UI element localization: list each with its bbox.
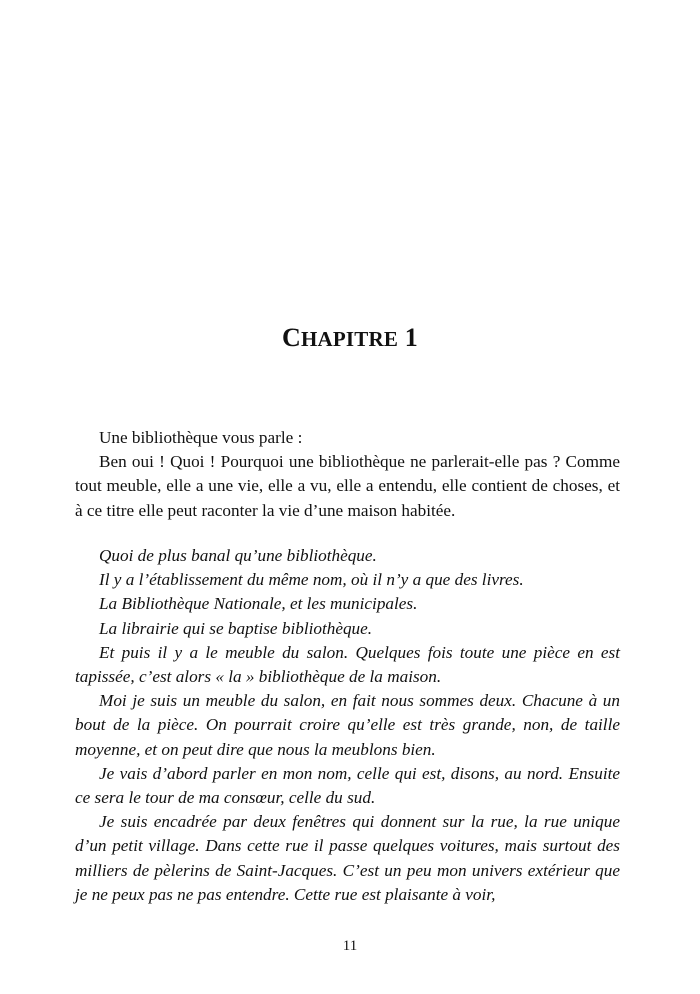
page-number: 11 xyxy=(342,938,358,954)
chapter-number: 1 xyxy=(404,323,418,353)
paragraph: Je suis encadrée par deux fenêtres qui donnent sur la rue, la rue unique d’un petit village. Dans cette rue il passe quelques voitures, mais surtout des milliers de pèlerins de Saint-Jacques. C’est un peu mon univers extérieur que je ne peux pas ne pas entendre. Cette rue est plaisante à voir, xyxy=(75,812,620,904)
paragraph: La librairie qui se baptise bibliothèque. xyxy=(99,618,373,638)
paragraph: Et puis il y a le meuble du salon. Quelques fois toute une pièce en est tapissée, c’est alors « la » bibliothèque de la maison. xyxy=(75,642,620,687)
paragraph: Quoi de plus banal qu’une bibliothèque. xyxy=(99,546,377,565)
paragraph: Ben oui ! Quoi ! Pourquoi une bibliothèque ne parlerait-elle pas ? Comme tout meuble, elle a une vie, elle a vu, elle a entendu, elle contient de choses, et à ce titre elle peut raconter la vie d’une maison habitée. xyxy=(75,452,620,520)
paragraph: Moi je suis un meuble du salon, en fait nous sommes deux. Chacune à un bout de la pièce. On pourrait croire qu’elle est très grande, non, de taille moyenne, et on peut dire que nous la meublons bien. xyxy=(75,691,620,759)
paragraph: Il y a l’établissement du même nom, où il n’y a que des livres. xyxy=(99,570,524,590)
chapter-title xyxy=(0,323,700,353)
italic-text xyxy=(75,544,620,907)
chapter-title-rest: HAPITRE xyxy=(300,327,399,352)
chapter-title-initial: C xyxy=(282,323,301,353)
paragraph: Je vais d’abord parler en mon nom, celle qui est, disons, au nord. Ensuite ce sera le tour de ma consœur, celle du sud. xyxy=(75,763,620,808)
paragraph: La Bibliothèque Nationale, et les municipales. xyxy=(99,594,418,614)
paragraph: Une bibliothèque vous parle : xyxy=(99,428,303,447)
intro-text xyxy=(75,426,620,523)
